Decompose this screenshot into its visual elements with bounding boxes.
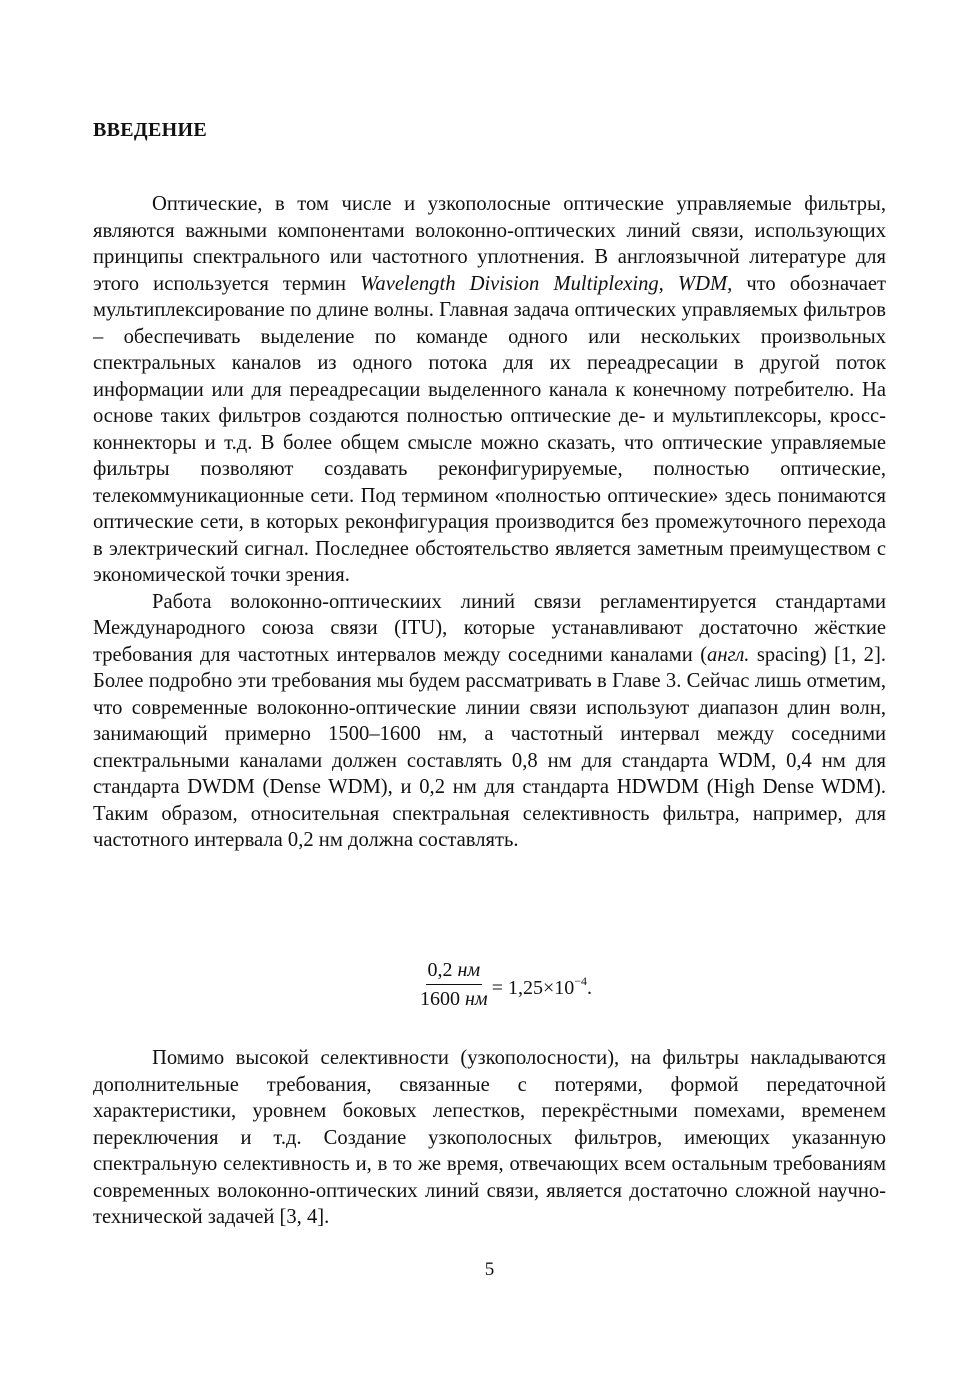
formula-fraction: [420, 958, 488, 1011]
formula-exponent: −4: [574, 974, 588, 988]
abbr-english: англ.: [707, 643, 750, 666]
formula-denominator: [420, 985, 488, 1011]
formula-end: .: [587, 977, 593, 999]
paragraph-intro-text-a: Оптические, в том числе и узкополосные оптические управляемые фильтры, являются важными компонентами волоконно-оптических линий связи, использующих принципы спектрального или частотного уплотнения. В англоязычной литературе для этого используется термин: [93, 193, 886, 295]
page-number: 5: [484, 1259, 495, 1280]
paragraph-intro: [93, 191, 886, 589]
wdm-term: Wavelength Division Multiplexing, WDM,: [360, 272, 733, 295]
body-text-lower: [93, 1045, 886, 1231]
formula-denominator-value: 1600: [420, 988, 465, 1010]
paragraph-intro-text-b: что обозначает мультиплексирование по длине волны. Главная задача оптических управляемых фильтров – обеспечивать выделение по команде одного или нескольких произвольных спектральных каналов из одного потока для их переадресации в другой поток информации или для переадресации выделенного канала к конечному потребителю. На основе таких фильтров создаются полностью оптические де- и мультиплексоры, кросс-коннекторы и т.д. В более общем смысле можно сказать, что оптические управляемые фильтры позволяют создавать реконфигурируемые, полностью оптические, телекоммуникационные сети. Под термином «полностью оптические» здесь понимаются оптические сети, в которых реконфигурация производится без промежуточного перехода в электрический сигнал. Последнее обстоятельство является заметным преимуществом с экономической точки зрения.: [93, 272, 886, 586]
formula-result: [492, 969, 592, 1000]
section-heading: ВВЕДЕНИЕ: [93, 119, 207, 141]
formula-result-value: = 1,25×10: [491, 977, 575, 999]
formula-denominator-unit: нм: [465, 988, 488, 1010]
formula-numerator-value: 0,2: [427, 959, 458, 981]
paragraph-itu-text-b: spacing) [1, 2]. Более подробно эти требования мы будем рассматривать в Главе 3. Сейчас лишь отметим, что современные волоконно-оптические линии связи используют диапазон длин волн, занимающий примерно 1500–1600 нм, а частотный интервал между соседними спектральными каналами должен составлять 0,8 нм для стандарта WDM, 0,4 нм для стандарта DWDM (Dense WDM), и 0,2 нм для стандарта HDWDM (High Dense WDM). Таким образом, относительная спектральная селективность фильтра, например, для частотного интервала 0,2 нм должна составлять.: [93, 643, 886, 851]
selectivity-formula: [420, 958, 592, 1011]
paragraph-requirements: Помимо высокой селективности (узкополосности), на фильтры накладываются дополнительные требования, связанные с потерями, формой передаточной характеристики, уровнем боковых лепестков, перекрёстными помехами, временем переключения и т.д. Создание узкополосных фильтров, имеющих указанную спектральную селективность и, в то же время, отвечающих всем остальным требованиям современных волоконно-оптических линий связи, является достаточно сложной научно-технической задачей [3, 4].: [93, 1047, 886, 1228]
formula-numerator-unit: нм: [457, 959, 481, 981]
formula-numerator: [426, 958, 483, 985]
body-text-upper: [93, 191, 886, 854]
paragraph-itu-text-a: Работа волоконно-оптическиих линий связи регламентируется стандартами Международного союза связи (ITU), которые устанавливают достаточно жёсткие требования для частотных интервалов между соседними каналами (: [93, 590, 886, 666]
paragraph-itu: [93, 589, 886, 854]
